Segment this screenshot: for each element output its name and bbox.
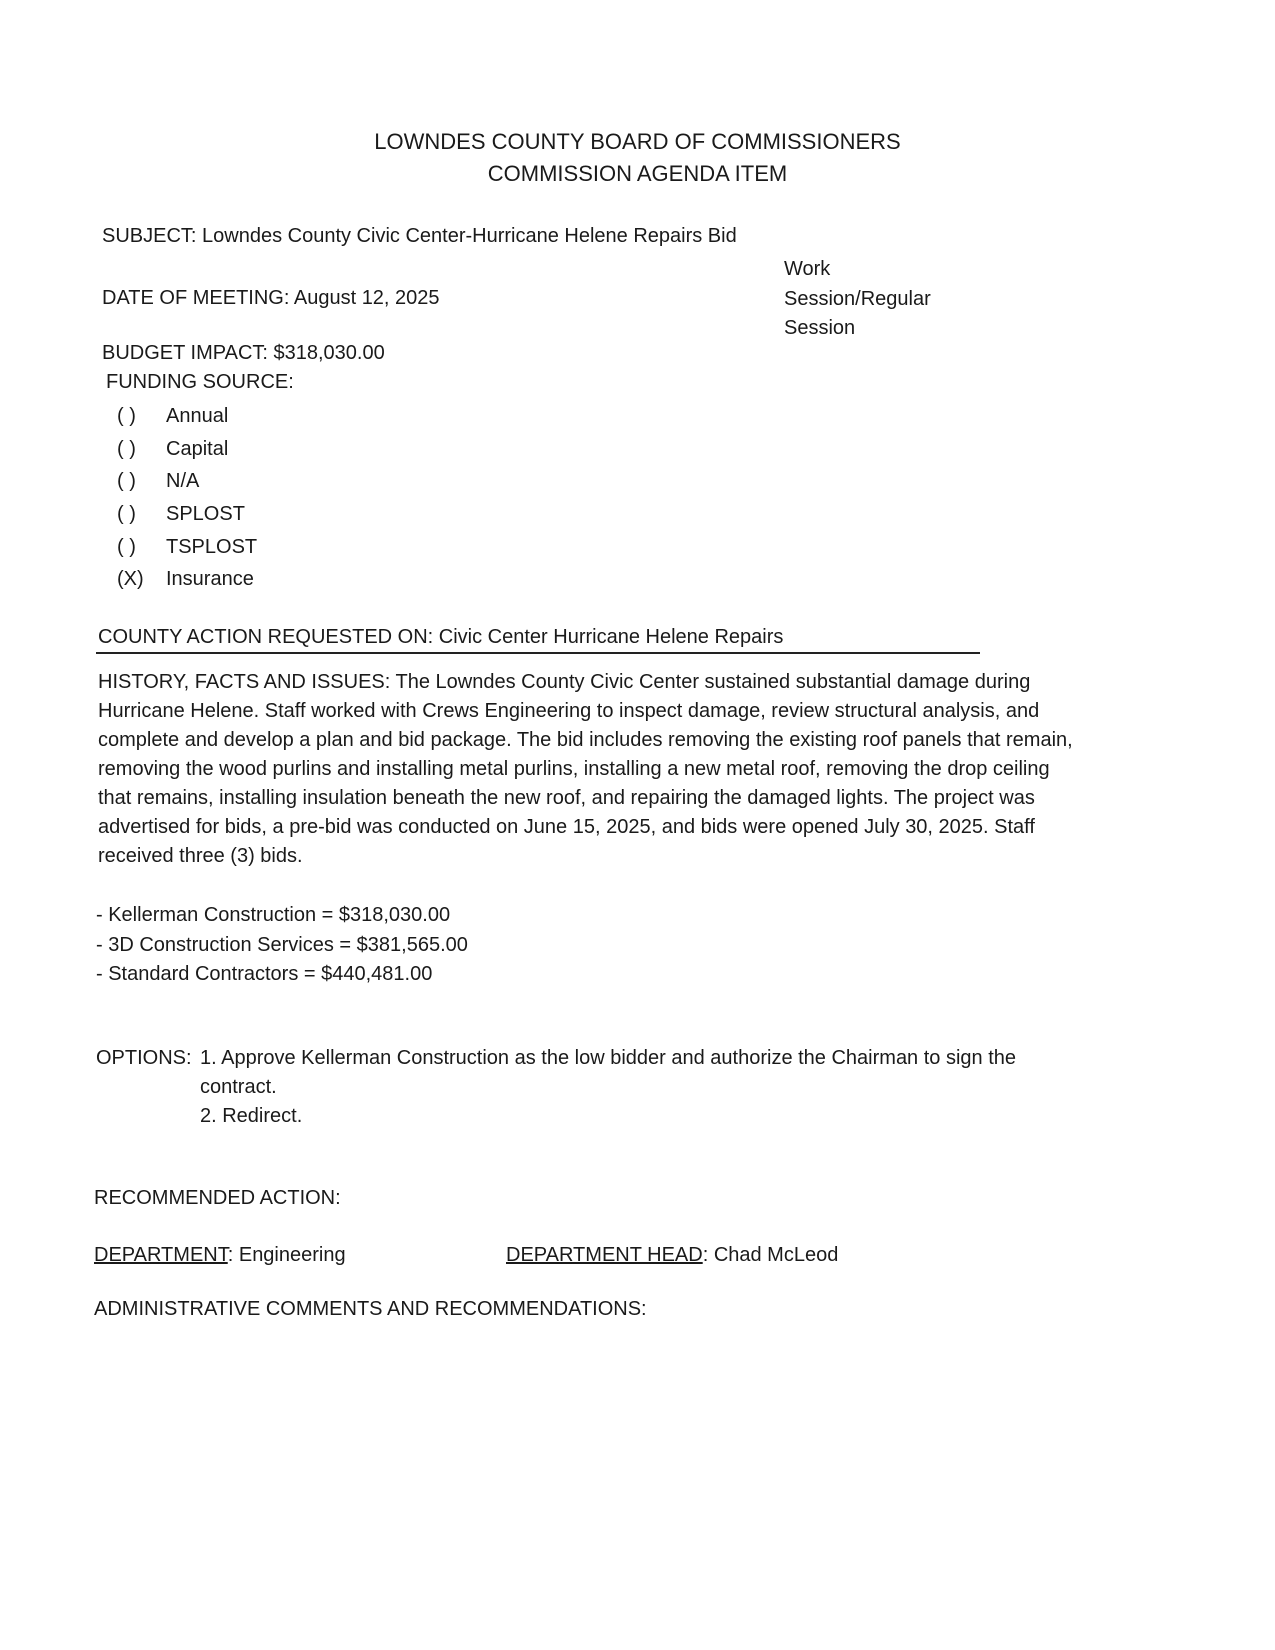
history-line: removing the wood purlins and installing metal purlins, installing a new metal roof, removing the drop ceiling <box>98 758 1050 780</box>
history-line: Hurricane Helene. Staff worked with Crews Engineering to inspect damage, review structural analysis, and <box>98 700 1040 722</box>
funding-checkbox: (X) <box>117 568 144 590</box>
history-line: advertised for bids, a pre-bid was conducted on June 15, 2025, and bids were opened July 30, 2025. Staff <box>98 816 1035 838</box>
recommended-action: RECOMMENDED ACTION: <box>94 1187 341 1209</box>
history-line: HISTORY, FACTS AND ISSUES: The Lowndes County Civic Center sustained substantial damage during <box>98 671 1031 693</box>
funding-checkbox: ( ) <box>117 438 136 460</box>
header-subtitle: COMMISSION AGENDA ITEM <box>487 161 788 186</box>
option-item: 1. Approve Kellerman Construction as the low bidder and authorize the Chairman to sign the <box>200 1047 1017 1069</box>
history-line: received three (3) bids. <box>98 845 303 867</box>
divider-line <box>96 652 980 654</box>
subject: SUBJECT: Lowndes County Civic Center-Hurricane Helene Repairs Bid <box>102 225 737 247</box>
administrative-comments: ADMINISTRATIVE COMMENTS AND RECOMMENDATIONS: <box>94 1298 647 1320</box>
funding-checkbox: ( ) <box>117 536 136 558</box>
session-line: Work <box>784 258 831 280</box>
funding-option-label: Insurance <box>166 568 254 590</box>
date-of-meeting: DATE OF MEETING: August 12, 2025 <box>102 287 440 309</box>
funding-checkbox: ( ) <box>117 470 136 492</box>
funding-source-label: FUNDING SOURCE: <box>106 371 294 393</box>
bid-item: - Kellerman Construction = $318,030.00 <box>96 904 451 926</box>
funding-option-label: SPLOST <box>166 503 245 525</box>
history-line: complete and develop a plan and bid package. The bid includes removing the existing roof panels that remain, <box>98 729 1073 751</box>
option-item: contract. <box>200 1076 277 1098</box>
option-item: 2. Redirect. <box>200 1105 303 1127</box>
funding-checkbox: ( ) <box>117 503 136 525</box>
budget-impact: BUDGET IMPACT: $318,030.00 <box>102 342 385 364</box>
funding-checkbox: ( ) <box>117 405 136 427</box>
session-line: Session <box>784 317 856 339</box>
header-title: LOWNDES COUNTY BOARD OF COMMISSIONERS <box>374 129 901 154</box>
options-label: OPTIONS: <box>96 1047 192 1069</box>
funding-option-label: Capital <box>166 438 229 460</box>
bid-item: - Standard Contractors = $440,481.00 <box>96 963 433 985</box>
department-label: DEPARTMENT <box>94 1244 228 1266</box>
bid-item: - 3D Construction Services = $381,565.00 <box>96 934 468 956</box>
department-head <box>506 1245 838 1265</box>
county-action-requested: COUNTY ACTION REQUESTED ON: Civic Center Hurricane Helene Repairs <box>98 626 784 648</box>
funding-option-label: TSPLOST <box>166 536 258 558</box>
funding-option-label: Annual <box>166 405 229 427</box>
funding-option-label: N/A <box>166 470 200 492</box>
department <box>94 1245 346 1265</box>
history-line: that remains, installing insulation beneath the new roof, and repairing the damaged lights. The project was <box>98 787 1035 809</box>
department-head-label: DEPARTMENT HEAD <box>506 1244 703 1266</box>
department-value: : Engineering <box>227 1244 346 1266</box>
department-head-value: : Chad McLeod <box>702 1244 839 1266</box>
session-line: Session/Regular <box>784 288 931 310</box>
